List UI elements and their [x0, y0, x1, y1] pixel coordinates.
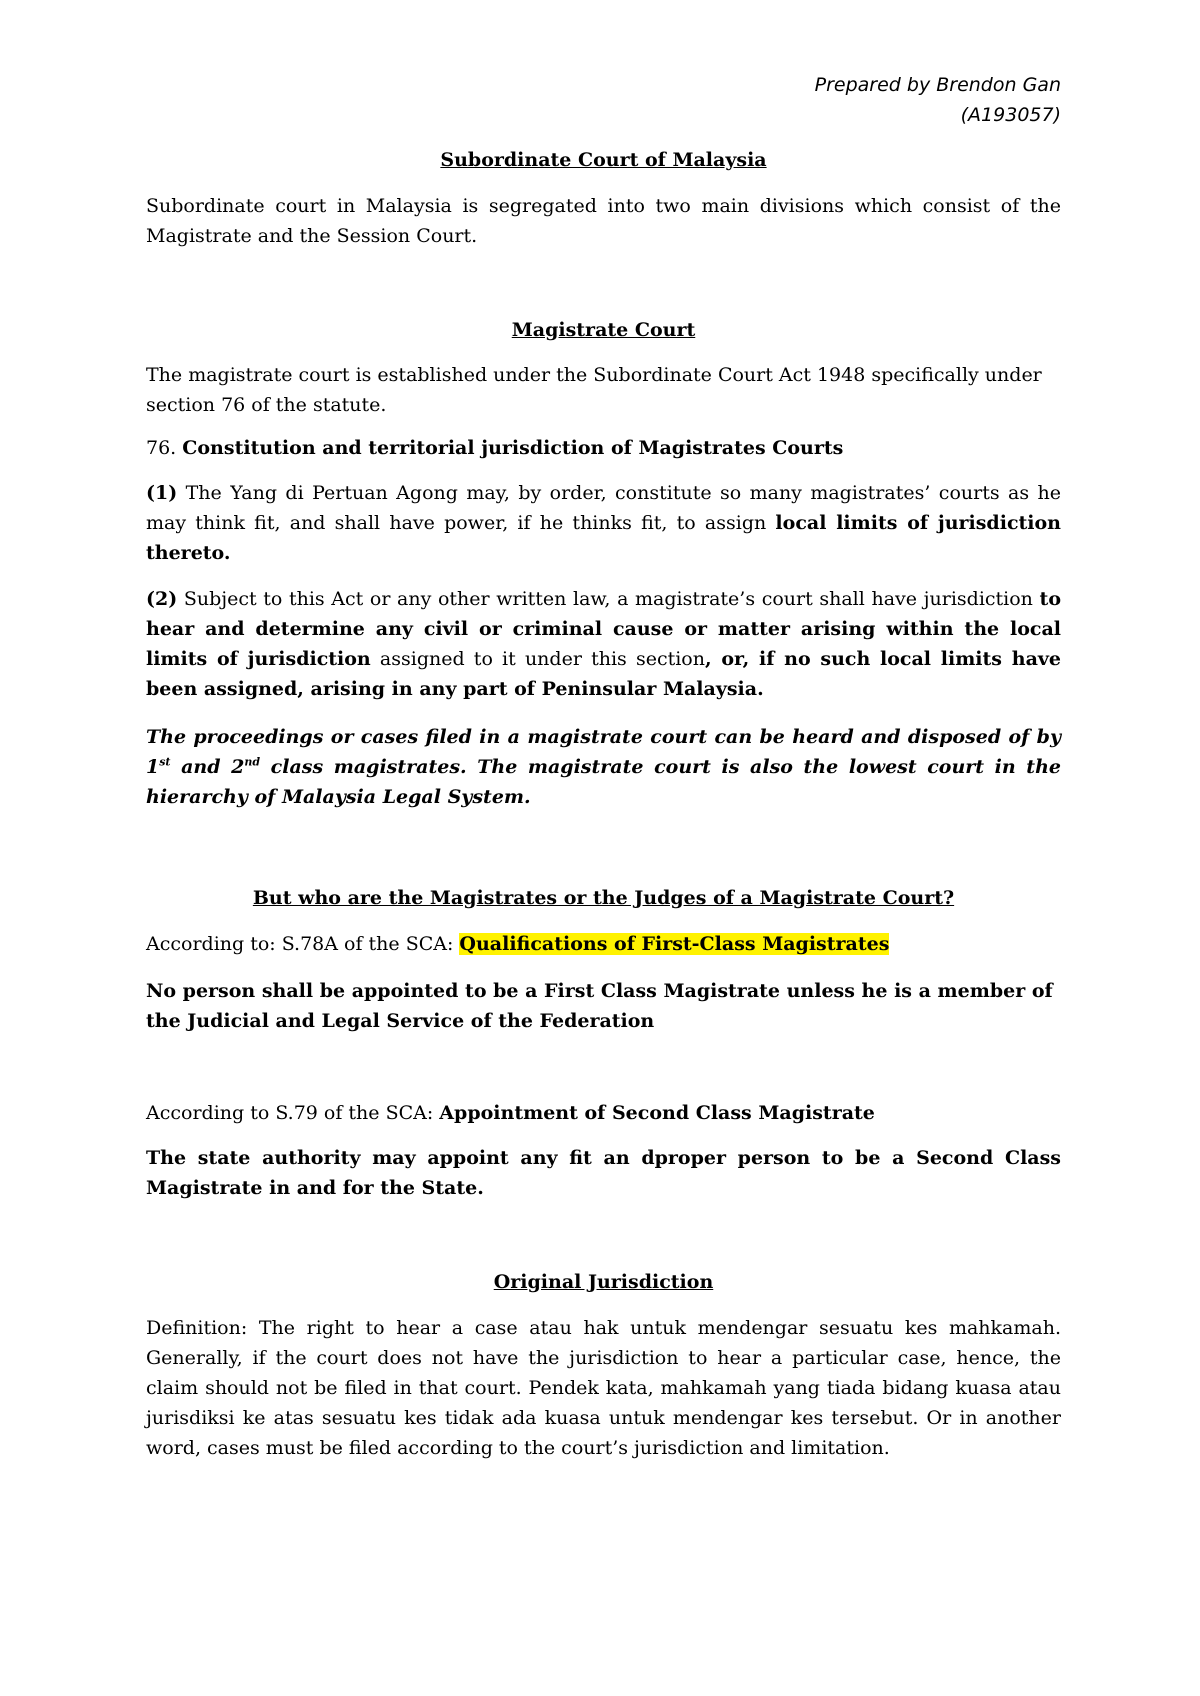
subsection-1-number: (1) — [146, 482, 178, 504]
s79-text: The state authority may appoint any fit an dproper person to be a Second Class Magistrate in and for the State. — [146, 1147, 1061, 1199]
s78a-title-highlight: Qualifications of First-Class Magistrates — [459, 933, 890, 955]
section-76-title: Constitution and territorial jurisdiction of Magistrates Courts — [182, 437, 844, 459]
note-text-c: class magistrates. The magistrate court is also the lowest court in the hierarchy of Malaysia Legal System. — [146, 756, 1061, 808]
subsection-2-text-a: Subject to this Act or any other written law, a magistrate’s court shall have jurisdiction — [177, 588, 1040, 610]
paragraph-definition — [146, 1313, 1061, 1463]
note-text-b: and 2 — [170, 756, 245, 778]
heading-subordinate-court: Subordinate Court of Malaysia — [440, 149, 767, 171]
s79-title: Appointment of Second Class Magistrate — [439, 1102, 875, 1124]
s79-provision — [146, 1143, 1061, 1203]
subsection-1 — [146, 478, 1061, 568]
section-76-heading — [146, 433, 1061, 463]
subsection-2-bold-b: , or, if no such local limits have been assigned, arising in any part of Peninsular Malaysia. — [146, 648, 1062, 700]
heading-original-jurisdiction: Original Jurisdiction — [493, 1271, 714, 1293]
s78a-provision — [146, 976, 1061, 1036]
reference-s78a — [146, 929, 1061, 959]
note-sup-nd: nd — [244, 755, 261, 769]
subsection-2-text-b: assigned to it under this section — [370, 648, 705, 670]
magistrate-note — [146, 722, 1061, 812]
section-76-number: 76. — [146, 437, 183, 459]
prepared-by: Prepared by Brendon Gan — [814, 74, 1061, 96]
student-id: (A193057) — [960, 104, 1061, 126]
subsection-2 — [146, 584, 1061, 704]
heading-who-are-magistrates: But who are the Magistrates or the Judges of a Magistrate Court? — [252, 887, 955, 909]
subsection-2-number: (2) — [146, 588, 178, 610]
author-block — [815, 70, 1061, 130]
definition-text: Definition: The right to hear a case atau hak untuk mendengar sesuatu kes mahkamah. Generally, if the court does not have the jurisdiction to hear a particular case, hence, the claim should not be filed in that court. Pendek kata, mahkamah yang tiada bidang kuasa atau jurisdiksi ke atas sesuatu kes tidak ada kuasa untuk mendengar kes tersebut. Or in another word, cases must be filed according to the court’s jurisdiction and limitation. — [146, 1317, 1061, 1459]
paragraph-subordinate-intro — [146, 191, 1061, 251]
heading-magistrate-court: Magistrate Court — [511, 319, 696, 341]
note-sup-st: st — [159, 755, 171, 769]
magistrate-intro-text: The magistrate court is established under the Subordinate Court Act 1948 specifically under section 76 of the statute. — [146, 364, 1042, 416]
subsection-1-text: The Yang di Pertuan Agong may, by order, constitute so many magistrates’ courts as he may think fit, and shall have power, if he thinks fit, to assign — [146, 482, 1061, 534]
reference-s79 — [146, 1098, 1061, 1128]
s78a-text: No person shall be appointed to be a First Class Magistrate unless he is a member of the Judicial and Legal Service of the Federation — [146, 980, 1053, 1032]
paragraph-magistrate-intro — [146, 360, 1061, 420]
subsection-1-bold: local limits of jurisdiction thereto. — [146, 512, 1061, 564]
subordinate-intro-text: Subordinate court in Malaysia is segregated into two main divisions which consist of the Magistrate and the Session Court. — [146, 195, 1061, 247]
subsection-2-bold-a: to hear and determine any civil or criminal cause or matter arising within the local limits of jurisdiction — [146, 588, 1061, 670]
note-text-a: The proceedings or cases filed in a magistrate court can be heard and disposed of by 1 — [146, 726, 1061, 778]
s78a-prefix: According to: S.78A of the SCA: — [146, 933, 460, 955]
s79-prefix: According to S.79 of the SCA: — [146, 1102, 440, 1124]
